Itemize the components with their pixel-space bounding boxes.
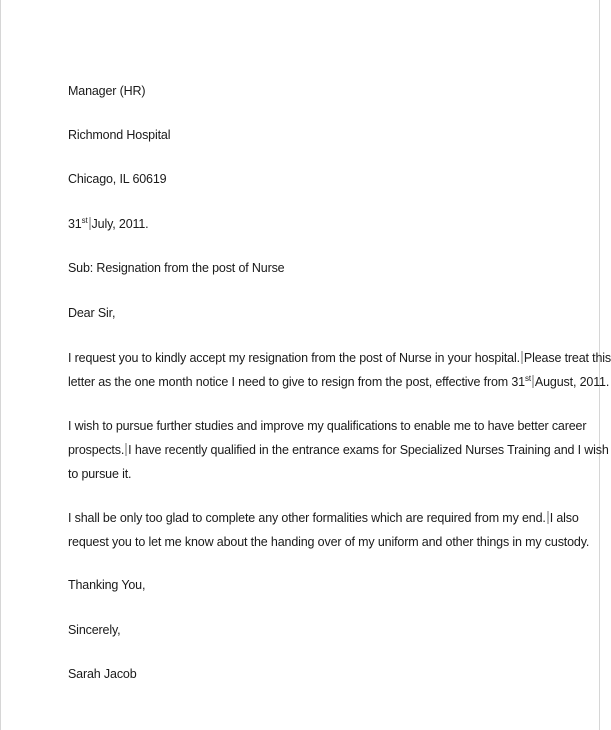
- city-line: Chicago, IL 60619: [68, 172, 167, 186]
- paragraph-2-line-3: to pursue it.: [68, 467, 132, 481]
- p1-text-c: letter as the one month notice I need to give to resign from the post, effective from 31: [68, 375, 525, 389]
- edit-marker: [89, 217, 91, 230]
- p1-date-suffix: st: [524, 373, 531, 383]
- paragraph-3: [68, 506, 590, 554]
- p1-text-a: I request you to kindly accept my resignation from the post of Nurse in your hospital.: [68, 351, 520, 365]
- edit-marker: [521, 351, 523, 364]
- p2-text-a: prospects.: [68, 443, 125, 457]
- paragraph-3-line-1: [68, 506, 579, 530]
- paragraph-3-line-2: request you to let me know about the handing over of my uniform and other things in my custody.: [68, 535, 590, 549]
- recipient-title: Manager (HR): [68, 84, 146, 98]
- paragraph-2: [68, 414, 609, 486]
- p3-text-b: I also: [549, 511, 579, 525]
- date-day: 31: [68, 217, 82, 231]
- signature-name: Sarah Jacob: [68, 667, 137, 681]
- date-suffix: st: [81, 215, 88, 225]
- paragraph-2-line-2: [68, 438, 609, 462]
- paragraph-1-line-2: [68, 370, 610, 394]
- paragraph-2-line-1: I wish to pursue further studies and improve my qualifications to enable me to have better career: [68, 419, 587, 433]
- letter-date: [68, 217, 149, 232]
- p1-text-d: August, 2011.: [534, 375, 610, 389]
- closing-thanks: Thanking You,: [68, 578, 146, 592]
- paragraph-1: [68, 346, 611, 394]
- salutation: Dear Sir,: [68, 306, 116, 320]
- date-rest: July, 2011.: [91, 217, 149, 231]
- subject-line: Sub: Resignation from the post of Nurse: [68, 261, 285, 275]
- p2-text-b: I have recently qualified in the entrance exams for Specialized Nurses Training and I wish: [128, 443, 609, 457]
- edit-marker: [547, 511, 549, 524]
- edit-marker: [532, 375, 534, 388]
- p1-text-b: Please treat this: [523, 351, 611, 365]
- closing-sincerely: Sincerely,: [68, 623, 121, 637]
- edit-marker: [125, 443, 127, 456]
- paragraph-1-line-1: [68, 346, 611, 370]
- organization-name: Richmond Hospital: [68, 128, 171, 142]
- p3-text-a: I shall be only too glad to complete any other formalities which are required from my end.: [68, 511, 546, 525]
